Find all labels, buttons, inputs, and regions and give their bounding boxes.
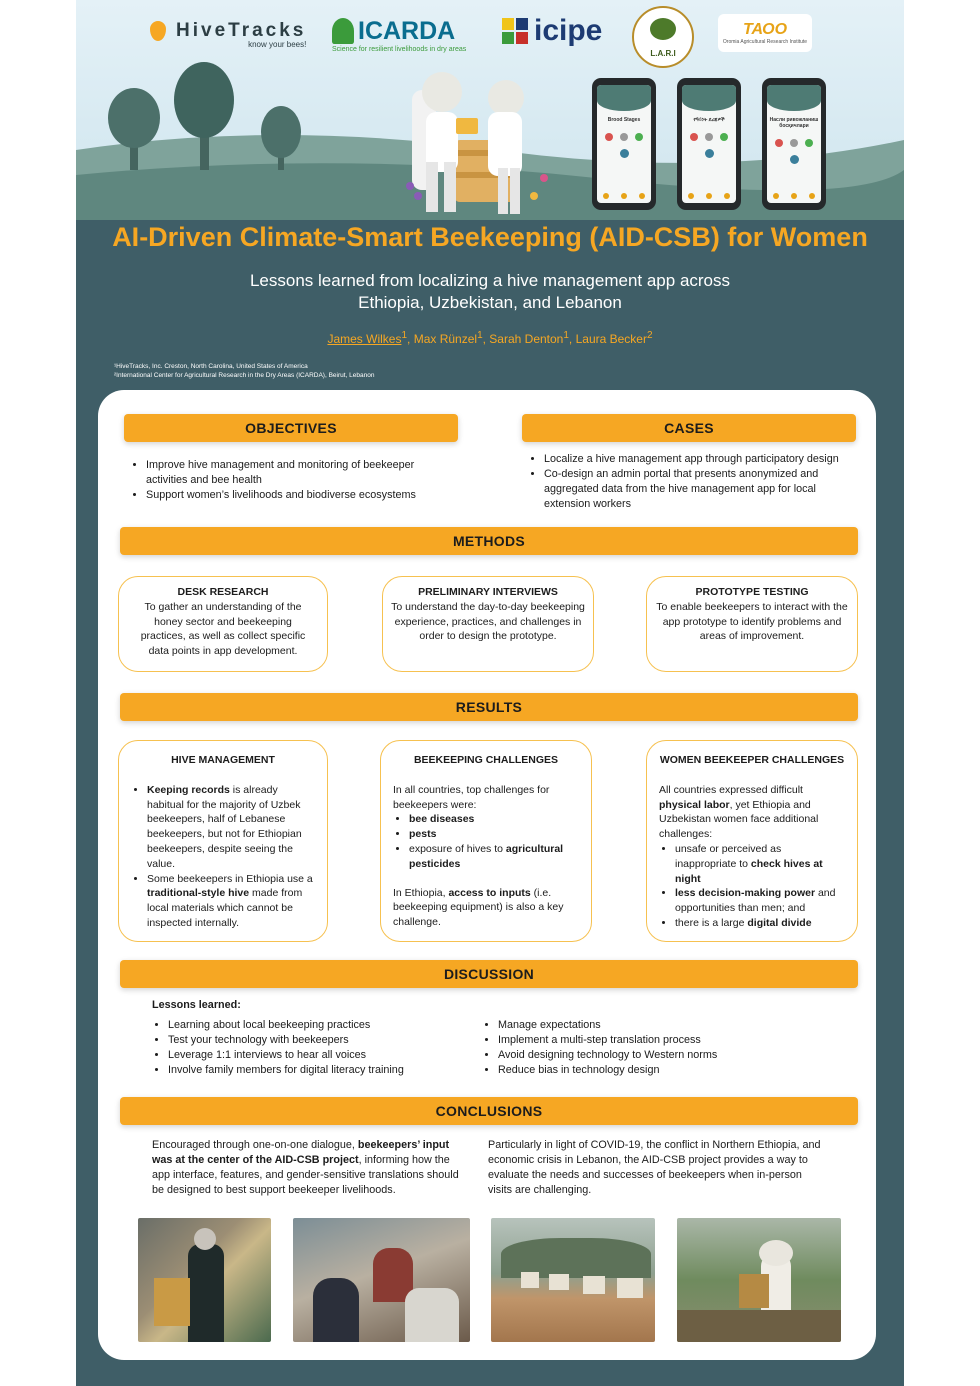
card-text: In Ethiopia, access to inputs (i.e. beekeeping equipment) is also a key challenge. bbox=[393, 886, 564, 929]
card-title: WOMEN BEEKEEPER CHALLENGES bbox=[659, 754, 845, 766]
warning-icon bbox=[690, 133, 698, 141]
list-item: • less decision-making power and opportunities than men; and bbox=[675, 886, 845, 916]
list-item: • Implement a multi-step translation process bbox=[498, 1033, 822, 1048]
app-phone-english bbox=[592, 78, 656, 210]
bee-icon bbox=[790, 139, 798, 147]
list-item: • Some beekeepers in Ethiopia use a traditional-style hive made from local materials which cannot be inspected internally. bbox=[147, 872, 315, 931]
hivetracks-name: HiveTracks bbox=[176, 20, 307, 41]
icarda-name: ICARDA bbox=[358, 16, 456, 45]
phone-screen-title: Насли ривожланиш босқичлари bbox=[769, 117, 819, 129]
help-icon bbox=[620, 149, 629, 158]
author-name: Sarah Denton bbox=[489, 332, 564, 346]
card-text: To understand the day-to-day beekeeping experience, practices, and challenges in order to design the prototype. bbox=[391, 600, 585, 643]
subtitle-line-1: Lessons learned from localizing a hive management app across bbox=[249, 271, 731, 290]
card-text: To gather an understanding of the honey sector and beekeeping practices, as well as collect specific data points in app development. bbox=[140, 600, 306, 658]
warning-icon bbox=[775, 139, 783, 147]
lari-name: L.A.R.I bbox=[650, 48, 676, 58]
oaari-name: ΤΑΟΟ bbox=[742, 21, 788, 38]
card-text: In all countries, top challenges for beekeepers were: bbox=[393, 783, 550, 811]
list-item: • Avoid designing technology to Western norms bbox=[498, 1048, 822, 1063]
card-title: PRELIMINARY INTERVIEWS bbox=[418, 586, 558, 598]
photo-beekeeper-with-frame bbox=[138, 1218, 271, 1342]
list-item: • Improve hive management and monitoring of beekeeper activities and bee health bbox=[146, 458, 450, 488]
result-card-women-beekeeper-challenges bbox=[646, 740, 858, 942]
list-item: • unsafe or perceived as inappropriate to check hives at night bbox=[675, 842, 845, 886]
poster-subtitle bbox=[76, 270, 904, 314]
oaari-logo[interactable] bbox=[718, 14, 812, 52]
list-item: • Reduce bias in technology design bbox=[498, 1063, 822, 1078]
leaf-icon bbox=[332, 18, 354, 44]
phone-screen-title: የዓይነት ደረጃዎች bbox=[693, 117, 725, 123]
lessons-learned-label: Lessons learned: bbox=[152, 999, 241, 1011]
objectives-heading: OBJECTIVES bbox=[124, 414, 458, 442]
bee-icon bbox=[705, 133, 713, 141]
app-phone-amharic bbox=[677, 78, 741, 210]
author-affiliation-mark: 1 bbox=[563, 330, 569, 341]
author-affiliation-mark: 2 bbox=[646, 330, 653, 341]
conclusions-heading: CONCLUSIONS bbox=[120, 1097, 858, 1125]
method-card-preliminary-interviews bbox=[382, 576, 594, 672]
warning-icon bbox=[605, 133, 613, 141]
affiliation-2: ²International Center for Agricultural Research in the Dry Areas (ICARDA), Beirut, Lebanon bbox=[114, 372, 375, 379]
card-title: HIVE MANAGEMENT bbox=[171, 754, 275, 766]
list-item: • Involve family members for digital literacy training bbox=[168, 1063, 482, 1078]
hero-banner bbox=[76, 0, 904, 220]
photo-interview-session bbox=[293, 1218, 470, 1342]
list-item: • pests bbox=[409, 827, 579, 842]
poster-title: AI-Driven Climate-Smart Beekeeping (AID-CSB) for Women bbox=[112, 222, 868, 252]
objectives-list bbox=[130, 458, 450, 503]
photo-beekeeper-in-garden bbox=[677, 1218, 841, 1342]
hivetracks-tagline: know your bees! bbox=[248, 40, 307, 49]
discussion-heading: DISCUSSION bbox=[120, 960, 858, 988]
icipe-name: icipe bbox=[534, 14, 603, 47]
poster bbox=[76, 0, 904, 1386]
author-name: Laura Becker bbox=[575, 332, 647, 346]
author-affiliation-mark: 1 bbox=[477, 330, 483, 341]
result-card-beekeeping-challenges bbox=[380, 740, 592, 942]
list-item: • Keeping records is already habitual for the majority of Uzbek beekeepers, half of Lebanese beekeepers, but not for Ethiopian beekeepers, despite seeing the value. bbox=[147, 783, 315, 872]
oaari-tagline: Oromia Agricultural Research Institute bbox=[722, 39, 808, 45]
card-title: BEEKEEPING CHALLENGES bbox=[413, 754, 559, 766]
discussion-list-left bbox=[152, 1018, 482, 1078]
list-item: • Leverage 1:1 interviews to hear all voices bbox=[168, 1048, 482, 1063]
tree-icon bbox=[650, 18, 676, 40]
help-icon bbox=[790, 155, 799, 164]
check-icon bbox=[805, 139, 813, 147]
list-item: • Support women’s livelihoods and biodiverse ecosystems bbox=[146, 488, 450, 503]
list-item: • bee diseases bbox=[409, 812, 579, 827]
card-text: To enable beekeepers to interact with the app prototype to identify problems and areas of improvement. bbox=[656, 600, 848, 643]
discussion-list-right bbox=[482, 1018, 822, 1078]
subtitle-line-2: Ethiopia, Uzbekistan, and Lebanon bbox=[358, 293, 622, 312]
cases-heading: CASES bbox=[522, 414, 856, 442]
list-item: • Manage expectations bbox=[498, 1018, 822, 1033]
bee-icon bbox=[150, 21, 166, 41]
app-phone-uzbek bbox=[762, 78, 826, 210]
photo-apiary-hives bbox=[491, 1218, 655, 1342]
list-item: • Co-design an admin portal that presents anonymized and aggregated data from the hive management app for local extension workers bbox=[544, 467, 858, 512]
card-text: All countries expressed difficult physical labor, yet Ethiopia and Uzbekistan women face additional challenges: bbox=[659, 783, 819, 841]
cases-list bbox=[528, 452, 858, 512]
bee-icon bbox=[620, 133, 628, 141]
card-title: DESK RESEARCH bbox=[177, 586, 269, 598]
list-item: • Localize a hive management app through participatory design bbox=[544, 452, 858, 467]
icipe-logo[interactable] bbox=[502, 10, 602, 52]
result-card-hive-management bbox=[118, 740, 328, 942]
lari-logo[interactable] bbox=[632, 6, 694, 68]
affiliations bbox=[114, 362, 374, 380]
phone-screen-title: Brood Stages bbox=[607, 117, 641, 123]
icarda-tagline: Science for resilient livelihoods in dry areas bbox=[332, 46, 467, 53]
method-card-desk-research bbox=[118, 576, 328, 672]
content-panel bbox=[98, 390, 876, 1360]
icarda-logo[interactable] bbox=[332, 10, 467, 53]
check-icon bbox=[720, 133, 728, 141]
results-heading: RESULTS bbox=[120, 693, 858, 721]
author-name: Max Rünzel bbox=[413, 332, 478, 346]
check-icon bbox=[635, 133, 643, 141]
method-card-prototype-testing bbox=[646, 576, 858, 672]
affiliation-1: ¹HiveTracks, Inc. Creston, North Carolina, United States of America bbox=[114, 363, 308, 370]
conclusions-right-text: Particularly in light of COVID-19, the conflict in Northern Ethiopia, and economic crisis in Lebanon, the AID-CSB project provides a way to evaluate the needs and successes of beekeepers when in-person visits are challenging. bbox=[488, 1139, 821, 1196]
hivetracks-logo[interactable] bbox=[150, 10, 306, 52]
list-item: • there is a large digital divide bbox=[675, 916, 845, 931]
icipe-emblem-icon bbox=[502, 18, 528, 44]
list-item: • Learning about local beekeeping practices bbox=[168, 1018, 482, 1033]
methods-heading: METHODS bbox=[120, 527, 858, 555]
list-item: • exposure of hives to agricultural pesticides bbox=[409, 842, 579, 872]
card-title: PROTOTYPE TESTING bbox=[695, 586, 809, 598]
author-affiliation-mark: 1 bbox=[401, 330, 408, 341]
conclusions-left-text: Encouraged through one-on-one dialogue, beekeepers’ input was at the center of the AID-CSB project, informing how the app interface, features, and gender-sensitive translations should be designed to best support beekeeper livelihoods. bbox=[152, 1139, 459, 1196]
list-item: • Test your technology with beekeepers bbox=[168, 1033, 482, 1048]
author-list: James Wilkes$^1$, Max Rünzel$^1$, Sarah Denton$^1$, Laura Becker$^2$ bbox=[327, 330, 653, 346]
author-name[interactable]: James Wilkes bbox=[327, 332, 402, 346]
help-icon bbox=[705, 149, 714, 158]
